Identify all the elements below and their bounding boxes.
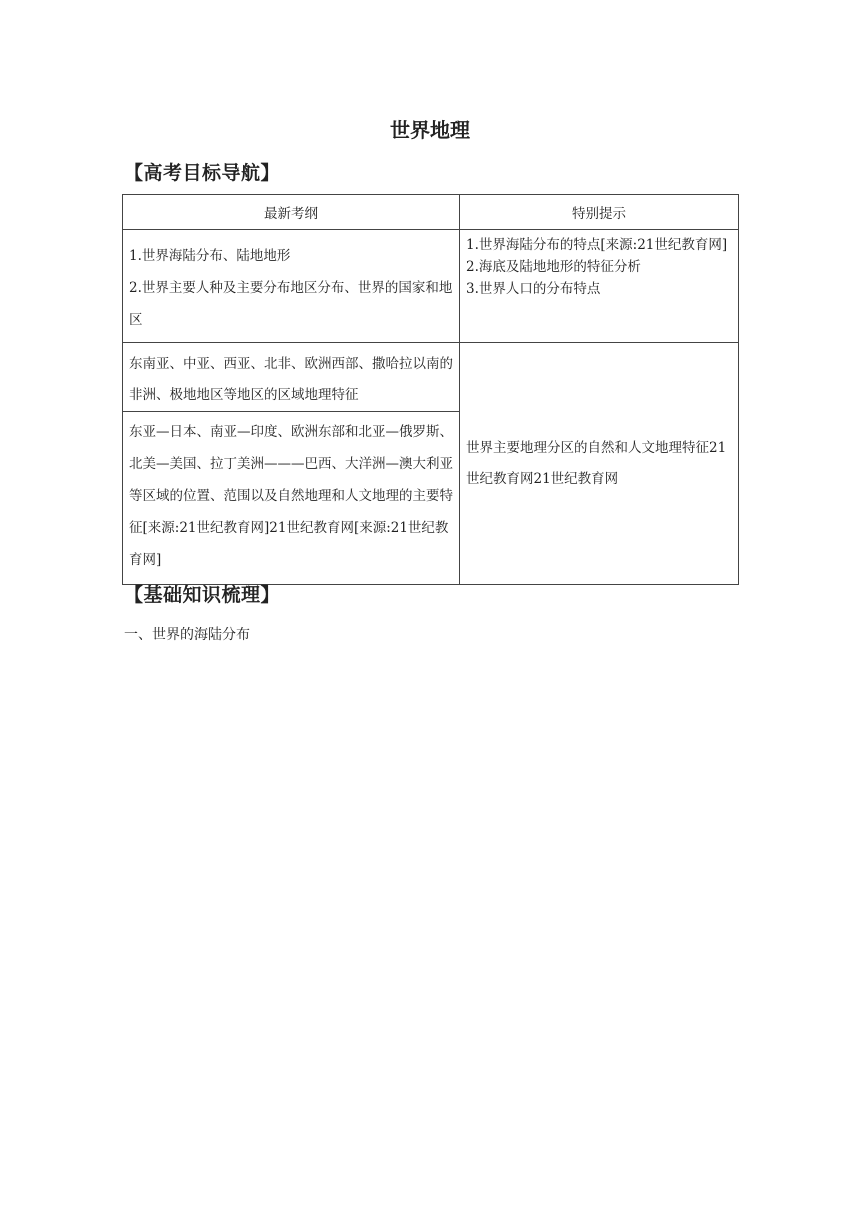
- syllabus-item: 2.世界主要人种及主要分布地区分布、世界的国家和地区: [129, 280, 453, 328]
- section-heading-exam-goals: 【高考目标导航】: [124, 162, 281, 184]
- syllabus-table: [122, 194, 739, 585]
- tip-item: 2.海底及陆地地形的特征分析: [466, 259, 641, 275]
- table-cell: 东南亚、中亚、西亚、北非、欧洲西部、撒哈拉以南的非洲、极地地区等地区的区域地理特征: [123, 343, 460, 412]
- tip-item: 1.世界海陆分布的特点[来源:21世纪教育网]: [466, 237, 728, 253]
- header-cell-tips: 特别提示: [460, 195, 739, 230]
- header-cell-syllabus: 最新考纲: [123, 195, 460, 230]
- table-cell: [123, 230, 460, 343]
- syllabus-item: 1.世界海陆分布、陆地地形: [129, 248, 291, 264]
- table-header-row: [123, 195, 739, 230]
- merged-tip-cell: 世界主要地理分区的自然和人文地理特征21世纪教育网21世纪教育网: [460, 343, 739, 585]
- table-cell: 东亚—日本、南亚—印度、欧洲东部和北亚—俄罗斯、北美—美国、拉丁美洲———巴西、大洋洲—澳大利亚等区域的位置、范围以及自然地理和人文地理的主要特征[来源:21世纪教育网]21世纪教育网[来源:21世纪教育网]: [123, 412, 460, 585]
- subheading: 一、世界的海陆分布: [124, 627, 250, 643]
- table-row: [123, 230, 739, 343]
- table-row: [123, 343, 739, 412]
- table-cell: [460, 230, 739, 343]
- page-title: 世界地理: [390, 118, 470, 142]
- tip-item: 3.世界人口的分布特点: [466, 281, 601, 297]
- section-heading-basics: 【基础知识梳理】: [124, 584, 281, 606]
